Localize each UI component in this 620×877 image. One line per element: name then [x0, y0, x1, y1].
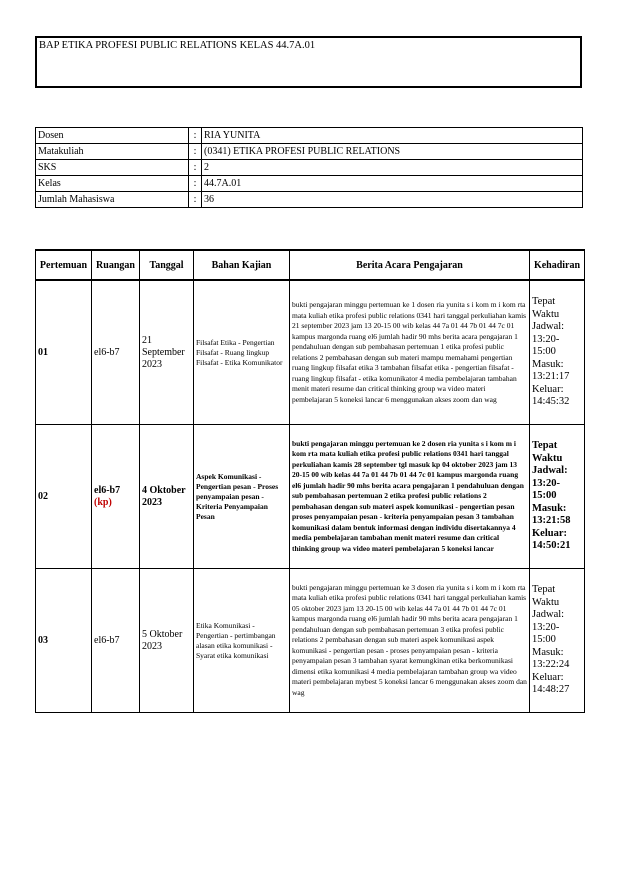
table-header-row	[36, 250, 585, 280]
info-colon: :	[189, 128, 202, 144]
header-pertemuan: Pertemuan	[36, 250, 92, 280]
cell-ruangan	[92, 280, 140, 425]
header-ruangan: Ruangan	[92, 250, 140, 280]
ruangan-note: (kp)	[94, 496, 112, 508]
table-row	[36, 569, 585, 713]
info-colon: :	[189, 144, 202, 160]
info-label: Kelas	[36, 176, 189, 192]
cell-tanggal: 5 Oktober 2023	[140, 569, 194, 713]
info-value: 44.7A.01	[202, 176, 583, 192]
cell-tanggal: 4 Oktober 2023	[140, 425, 194, 569]
info-label: SKS	[36, 160, 189, 176]
cell-kehadiran: Tepat Waktu Jadwal: 13:20-15:00 Masuk: 13:22:24 Keluar: 14:48:27	[530, 569, 585, 713]
cell-berita-acara: bukti pengajaran minggu pertemuan ke 2 dosen ria yunita s i kom m i kom rta mata kuliah etika profesi public relations 0341 hari tanggal perkuliahan kamis 28 september tgl masuk kp 04 oktober 2023 jam 13 20-15 00 wib kelas 44 7a 01 44 7b 01 44 7c 01 kampus margonda ruang el6 jumlah hadir 90 mhs berita acara pengajaran 1 pendahuluan dengan sub pembahasan pertemuan 2 etika profesi public relations 2 pembahasan dengan sub materi aspek komunikasi - pengertian pesan proses penyampaian pesan - kriteria penyampaian pesan 3 tambahan komunikasi dalam bentuk informasi dengan individu disertakannya 4 media pembelajaran tambahan menit materi resume dan critical thinking group wa video materi pembelajaran 5 koneksi lancar	[290, 425, 530, 569]
info-row-kelas	[36, 176, 583, 192]
cell-pertemuan: 03	[36, 569, 92, 713]
cell-ruangan	[92, 425, 140, 569]
info-row-sks	[36, 160, 583, 176]
header-kehadiran: Kehadiran	[530, 250, 585, 280]
info-row-matakuliah	[36, 144, 583, 160]
ruangan-code: el6-b7	[94, 346, 120, 358]
cell-tanggal: 21 September 2023	[140, 280, 194, 425]
info-label: Jumlah Mahasiswa	[36, 192, 189, 208]
cell-berita-acara: bukti pengajaran minggu pertemuan ke 3 dosen ria yunita s i kom m i kom rta mata kuliah etika profesi public relations 0341 hari tanggal perkuliahan kamis 05 oktober 2023 jam 13 20-15 00 wib kelas 44 7a 01 44 7b 01 44 7c 01 kampus margonda ruang el6 jumlah hadir 90 mhs berita acara pengajaran 1 pendahuluan dengan sub pembahasan pertemuan 3 etika profesi public relations 2 pembahasan dengan sub materi aspek komunikasi aspek komunikasi - pengertian pesan - proses penyampaian pesan - kriteria penyampaian pesan 3 tambahan syarat kemungkinan etika berkomunikasi dimensi etika komunikasi 4 media pembelajaran tambahan group wa video materi pembelajaran mybest 5 koneksi lancar 6 menggunakan akses zoom dan wag	[290, 569, 530, 713]
cell-ruangan	[92, 569, 140, 713]
header-tanggal: Tanggal	[140, 250, 194, 280]
info-colon: :	[189, 192, 202, 208]
cell-bahan-kajian: Filsafat Etika - Pengertian Filsafat - Ruang lingkup Filsafat - Etika Komunikator	[194, 280, 290, 425]
table-row	[36, 425, 585, 569]
header-berita-acara: Berita Acara Pengajaran	[290, 250, 530, 280]
ruangan-code: el6-b7	[94, 634, 120, 646]
info-row-dosen	[36, 128, 583, 144]
info-value: RIA YUNITA	[202, 128, 583, 144]
info-label: Matakuliah	[36, 144, 189, 160]
cell-bahan-kajian: Etika Komunikasi - Pengertian - pertimbangan alasan etika komunikasi - Syarat etika komunikasi	[194, 569, 290, 713]
cell-pertemuan: 02	[36, 425, 92, 569]
ruangan-code: el6-b7	[94, 484, 121, 496]
cell-berita-acara: bukti pengajaran minggu pertemuan ke 1 dosen ria yunita s i kom m i kom rta mata kuliah etika profesi public relations 0341 hari tanggal perkuliahan kamis 21 september 2023 jam 13 20-15 00 wib kelas 44 7a 01 44 7b 01 44 7c 01 kampus margonda ruang el6 jumlah hadir 90 mhs berita acara pengajaran 1 pendahuluan dengan sub pembahasan pertemuan 1 etika profesi public relations 2 pembahasan dengan sub materi mampu memahami pengertian ruang lingkup filsafat etika 3 tambahan filsafat etika - pengertian filsafat - ruang lingkup filsafat - etika komunikator 4 media pembelajaran tambahan menit materi resume dan critical thinking group wa video materi pembelajaran 5 koneksi lancar 6 menggunakan akses zoom dan wag	[290, 280, 530, 425]
info-value: 36	[202, 192, 583, 208]
header-bahan-kajian: Bahan Kajian	[194, 250, 290, 280]
table-row	[36, 280, 585, 425]
cell-pertemuan: 01	[36, 280, 92, 425]
info-row-jumlah	[36, 192, 583, 208]
cell-kehadiran: Tepat Waktu Jadwal: 13:20-15:00 Masuk: 13:21:58 Keluar: 14:50:21	[530, 425, 585, 569]
cell-kehadiran: Tepat Waktu Jadwal: 13:20-15:00 Masuk: 13:21:17 Keluar: 14:45:32	[530, 280, 585, 425]
cell-bahan-kajian: Aspek Komunikasi - Pengertian pesan - Proses penyampaian pesan - Kriteria Penyampaian Pesan	[194, 425, 290, 569]
info-value: 2	[202, 160, 583, 176]
document-title: BAP ETIKA PROFESI PUBLIC RELATIONS KELAS 44.7A.01	[35, 36, 582, 88]
attendance-table	[35, 249, 585, 713]
info-label: Dosen	[36, 128, 189, 144]
course-info-table	[35, 127, 583, 208]
info-colon: :	[189, 160, 202, 176]
info-colon: :	[189, 176, 202, 192]
info-value: (0341) ETIKA PROFESI PUBLIC RELATIONS	[202, 144, 583, 160]
